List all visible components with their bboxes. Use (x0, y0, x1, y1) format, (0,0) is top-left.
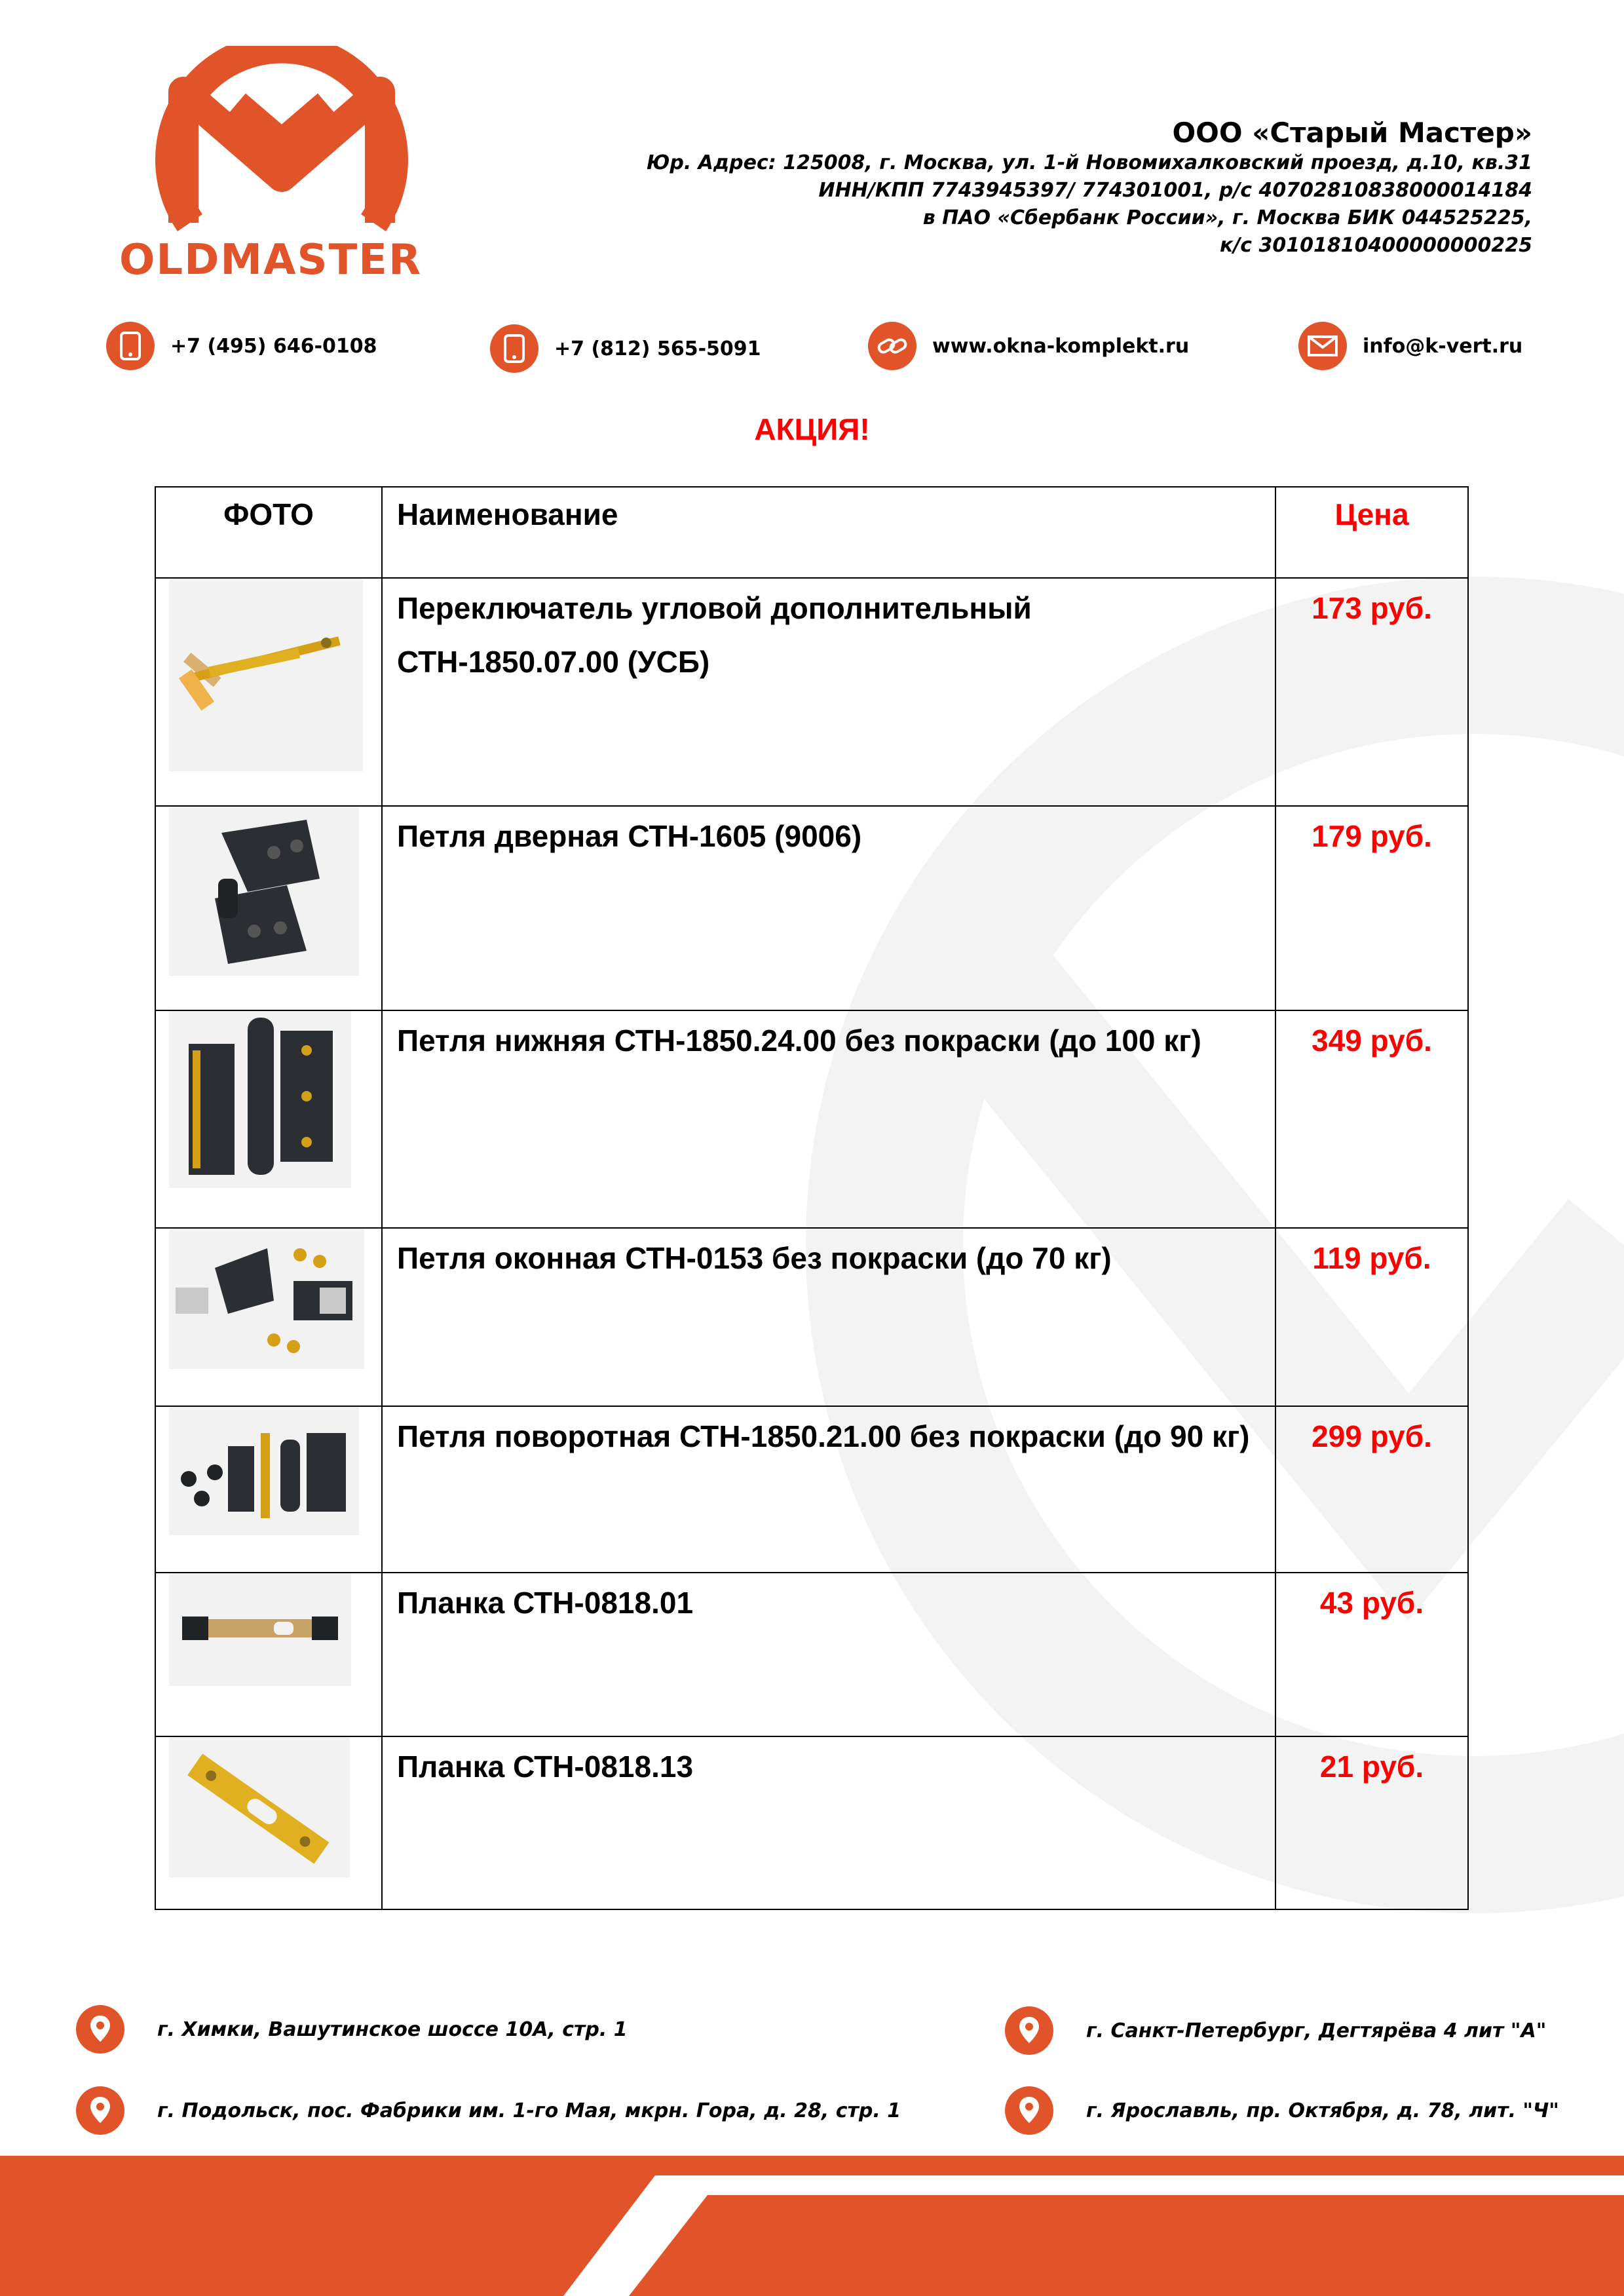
phone1-text: +7 (495) 646-0108 (170, 334, 377, 358)
price-table (155, 486, 1469, 1910)
website-text: www.okna-komplekt.ru (932, 334, 1190, 358)
address-text: г. Санкт-Петербург, Дегтярёва 4 лит "А" (1086, 2019, 1547, 2042)
address-text: г. Подольск, пос. Фабрики им. 1-го Мая, мкрн. Гора, д. 28, стр. 1 (157, 2099, 901, 2122)
company-ks: к/с 30101810400000000225 (1219, 234, 1532, 257)
table-header-row (155, 487, 1468, 578)
product-name: Петля дверная СТН-1605 (9006) (382, 806, 1275, 1010)
header-photo: ФОТО (155, 487, 382, 578)
phone2-text: +7 (812) 565-5091 (554, 337, 761, 360)
address-khimki (76, 2005, 628, 2054)
product-price: 349 руб. (1275, 1010, 1468, 1228)
swivel-hinge-photo (169, 1407, 359, 1535)
product-photo-cell (155, 1010, 382, 1228)
address-spb (1005, 2006, 1546, 2055)
promo-title: АКЦИЯ! (754, 412, 870, 446)
header-name: Наименование (382, 487, 1275, 578)
product-price: 179 руб. (1275, 806, 1468, 1010)
product-name: Планка СТН-0818.01 (382, 1573, 1275, 1736)
phone-icon (490, 324, 538, 373)
product-photo-cell (155, 1228, 382, 1406)
product-photo-cell (155, 1406, 382, 1573)
header-price: Цена (1275, 487, 1468, 578)
window-hinge-photo (169, 1229, 364, 1369)
address-text: г. Химки, Вашутинское шоссе 10А, стр. 1 (157, 2018, 628, 2041)
address-podolsk (76, 2086, 901, 2135)
product-price: 119 руб. (1275, 1228, 1468, 1406)
strike-plate-gold-photo (169, 1737, 350, 1877)
table-row (155, 1573, 1468, 1736)
location-pin-icon (76, 2086, 124, 2135)
table-row (155, 1010, 1468, 1228)
link-icon (868, 322, 916, 370)
product-price: 43 руб. (1275, 1573, 1468, 1736)
table-row (155, 1736, 1468, 1909)
contact-email[interactable] (1298, 320, 1522, 372)
mail-icon (1298, 322, 1347, 370)
door-hinge-photo (169, 807, 359, 976)
product-name: Планка СТН-0818.13 (382, 1736, 1275, 1909)
corner-switch-photo (169, 579, 363, 771)
product-price: 21 руб. (1275, 1736, 1468, 1909)
strike-plate-black-photo (169, 1573, 351, 1686)
contact-website[interactable] (868, 320, 1189, 372)
table-row (155, 806, 1468, 1010)
product-photo-cell (155, 1736, 382, 1909)
product-name: Петля поворотная СТН-1850.21.00 без покраски (до 90 кг) (382, 1406, 1275, 1573)
company-address: Юр. Адрес: 125008, г. Москва, ул. 1-й Новомихалковский проезд, д.10, кв.31 (647, 151, 1532, 174)
company-details (647, 117, 1532, 259)
location-pin-icon (1005, 2086, 1053, 2135)
product-name: Петля нижняя СТН-1850.24.00 без покраски (до 100 кг) (382, 1010, 1275, 1228)
email-text: info@k-vert.ru (1363, 334, 1523, 358)
product-price: 173 руб. (1275, 578, 1468, 806)
address-text: г. Ярославль, пр. Октября, д. 78, лит. "Ч" (1086, 2099, 1559, 2122)
company-inn: ИНН/КПП 7743945397/ 774301001, р/с 40702810838000014184 (818, 179, 1532, 202)
product-photo-cell (155, 806, 382, 1010)
address-yaroslavl (1005, 2086, 1559, 2135)
lower-hinge-photo (169, 1011, 351, 1188)
company-bank: в ПАО «Сбербанк России», г. Москва БИК 044525225, (922, 206, 1532, 229)
table-row (155, 578, 1468, 806)
contact-phone2[interactable] (490, 322, 761, 375)
product-name: Петля оконная СТН-0153 без покраски (до 70 кг) (382, 1228, 1275, 1406)
product-price: 299 руб. (1275, 1406, 1468, 1573)
location-pin-icon (76, 2005, 124, 2054)
table-row (155, 1228, 1468, 1406)
product-photo-cell (155, 1573, 382, 1736)
product-name: Переключатель угловой дополнительный СТН-1850.07.00 (УСБ) (382, 578, 1275, 806)
company-name: ООО «Старый Мастер» (1172, 117, 1532, 149)
footer-band (0, 2156, 1624, 2296)
location-pin-icon (1005, 2006, 1053, 2055)
contact-phone1[interactable] (106, 320, 377, 372)
phone-icon (106, 322, 155, 370)
logo-text: OLDMASTER (119, 236, 423, 284)
table-row (155, 1406, 1468, 1573)
product-photo-cell (155, 578, 382, 806)
